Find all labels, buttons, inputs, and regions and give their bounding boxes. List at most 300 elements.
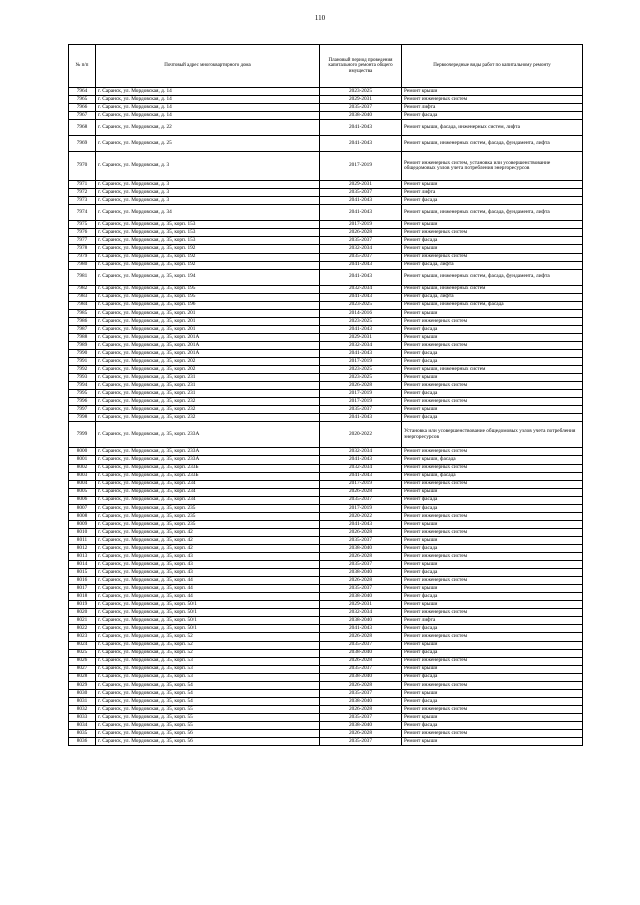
- row-address: г. Саранск, ул. Мордовская, д. 35, корп. 54: [96, 681, 320, 689]
- row-number: 7974: [69, 205, 96, 221]
- row-number: 8028: [69, 673, 96, 681]
- row-address: г. Саранск, ул. Мордовская, д. 35, корп. 233Б: [96, 472, 320, 480]
- table-row: [69, 293, 583, 301]
- row-works: Ремонт фасада: [402, 496, 583, 504]
- row-period: 2038-2040: [320, 112, 402, 120]
- table-row: [69, 414, 583, 422]
- row-works: Ремонт фасада: [402, 625, 583, 633]
- row-works: Ремонт лифта: [402, 104, 583, 112]
- row-number: 7995: [69, 390, 96, 398]
- table-row: [69, 601, 583, 609]
- row-works: Ремонт крыши: [402, 713, 583, 721]
- row-period: 2017-2019: [320, 390, 402, 398]
- row-number: 7986: [69, 317, 96, 325]
- row-address: г. Саранск, ул. Мордовская, д. 35, корп. 52: [96, 633, 320, 641]
- row-works: Ремонт инженерных систем: [402, 398, 583, 406]
- row-works: Ремонт фасада, лифта: [402, 261, 583, 269]
- row-works: Ремонт инженерных систем: [402, 528, 583, 536]
- table-row: [69, 382, 583, 390]
- row-works: Ремонт инженерных систем: [402, 317, 583, 325]
- table-row: [69, 448, 583, 456]
- row-address: г. Саранск, ул. Мордовская, д. 35, корп. 234: [96, 480, 320, 488]
- row-number: 7997: [69, 406, 96, 414]
- row-number: 8036: [69, 738, 96, 746]
- row-works: Ремонт крыши: [402, 406, 583, 414]
- row-number: 7983: [69, 293, 96, 301]
- row-number: 8032: [69, 705, 96, 713]
- row-address: г. Саранск, ул. Мордовская, д. 35, корп. 201А: [96, 349, 320, 357]
- row-number: 8021: [69, 617, 96, 625]
- row-works: Ремонт инженерных систем: [402, 705, 583, 713]
- row-period: 2023-2025: [320, 317, 402, 325]
- table-row: [69, 390, 583, 398]
- row-period: 2035-2037: [320, 253, 402, 261]
- row-works: Ремонт фасада: [402, 593, 583, 601]
- row-number: 7976: [69, 229, 96, 237]
- row-period: 2017-2019: [320, 480, 402, 488]
- row-period: 2038-2040: [320, 544, 402, 552]
- row-period: 2035-2037: [320, 738, 402, 746]
- table-row: [69, 673, 583, 681]
- table-row: [69, 374, 583, 382]
- row-period: 2026-2028: [320, 577, 402, 585]
- row-period: 2026-2028: [320, 633, 402, 641]
- table-row: [69, 221, 583, 229]
- row-period: 2032-2034: [320, 341, 402, 349]
- row-works: Ремонт инженерных систем: [402, 480, 583, 488]
- row-works: Ремонт фасада: [402, 722, 583, 730]
- row-address: г. Саранск, ул. Мордовская, д. 35, корп. 56: [96, 738, 320, 746]
- row-period: 2029-2031: [320, 601, 402, 609]
- row-address: г. Саранск, ул. Мордовская, д. 35, корп. 235: [96, 512, 320, 520]
- row-number: 7970: [69, 152, 96, 181]
- row-period: 2020-2022: [320, 422, 402, 448]
- row-period: 2041-2043: [320, 325, 402, 333]
- row-period: 2041-2043: [320, 197, 402, 205]
- row-address: г. Саранск, ул. Мордовская, д. 3: [96, 189, 320, 197]
- row-number: 8013: [69, 553, 96, 561]
- row-works: Ремонт инженерных систем: [402, 448, 583, 456]
- row-works: Ремонт инженерных систем: [402, 657, 583, 665]
- row-number: 8017: [69, 585, 96, 593]
- row-address: г. Саранск, ул. Мордовская, д. 35, корп. 153: [96, 221, 320, 229]
- row-works: Ремонт инженерных систем: [402, 464, 583, 472]
- row-works: Ремонт фасада: [402, 504, 583, 512]
- row-number: 7985: [69, 309, 96, 317]
- row-period: 2035-2037: [320, 713, 402, 721]
- row-number: 8035: [69, 730, 96, 738]
- row-works: Ремонт крыши: [402, 181, 583, 189]
- row-number: 8030: [69, 689, 96, 697]
- table-row: [69, 464, 583, 472]
- row-address: г. Саранск, ул. Мордовская, д. 14: [96, 112, 320, 120]
- row-number: 7980: [69, 261, 96, 269]
- row-period: 2032-2034: [320, 245, 402, 253]
- row-period: 2032-2034: [320, 285, 402, 293]
- row-works: Ремонт крыши: [402, 309, 583, 317]
- row-works: Ремонт крыши: [402, 641, 583, 649]
- row-address: г. Саранск, ул. Мордовская, д. 35, корп. 56: [96, 730, 320, 738]
- row-address: г. Саранск, ул. Мордовская, д. 35, корп. 192: [96, 253, 320, 261]
- table-row: [69, 681, 583, 689]
- table-row: [69, 422, 583, 448]
- row-address: г. Саранск, ул. Мордовская, д. 35, корп. 231: [96, 390, 320, 398]
- row-works: Ремонт крыши: [402, 520, 583, 528]
- row-period: 2041-2043: [320, 472, 402, 480]
- table-row: [69, 358, 583, 366]
- row-period: 2038-2040: [320, 569, 402, 577]
- row-address: г. Саранск, ул. Мордовская, д. 35, корп. 42: [96, 544, 320, 552]
- table-row: [69, 104, 583, 112]
- row-number: 8014: [69, 561, 96, 569]
- row-number: 7979: [69, 253, 96, 261]
- row-period: 2041-2043: [320, 120, 402, 136]
- table-row: [69, 189, 583, 197]
- row-period: 2026-2028: [320, 657, 402, 665]
- row-address: г. Саранск, ул. Мордовская, д. 35, корп. 44: [96, 577, 320, 585]
- table-row: [69, 88, 583, 96]
- row-address: г. Саранск, ул. Мордовская, д. 14: [96, 96, 320, 104]
- row-number: 7972: [69, 189, 96, 197]
- row-period: 2035-2037: [320, 406, 402, 414]
- row-works: Ремонт крыши: [402, 738, 583, 746]
- row-address: г. Саранск, ул. Мордовская, д. 35, корп. 202: [96, 358, 320, 366]
- table-row: [69, 488, 583, 496]
- row-period: 2026-2028: [320, 229, 402, 237]
- row-address: г. Саранск, ул. Мордовская, д. 35, корп. 232: [96, 406, 320, 414]
- table-row: [69, 237, 583, 245]
- row-works: Ремонт фасада: [402, 414, 583, 422]
- row-number: 8007: [69, 504, 96, 512]
- row-address: г. Саранск, ул. Мордовская, д. 35, корп. 195: [96, 293, 320, 301]
- row-address: г. Саранск, ул. Мордовская, д. 35, корп. 42: [96, 536, 320, 544]
- row-number: 7971: [69, 181, 96, 189]
- row-number: 8000: [69, 448, 96, 456]
- row-address: г. Саранск, ул. Мордовская, д. 35, корп. 43: [96, 561, 320, 569]
- row-period: 2041-2043: [320, 261, 402, 269]
- table-row: [69, 536, 583, 544]
- row-number: 8011: [69, 536, 96, 544]
- table-row: [69, 512, 583, 520]
- row-works: Ремонт крыши: [402, 88, 583, 96]
- row-number: 7977: [69, 237, 96, 245]
- row-number: 8005: [69, 488, 96, 496]
- row-works: Ремонт крыши, инженерных систем, фасада: [402, 301, 583, 309]
- row-works: Установка или усовершенствование общедомовых узлов учета потребления энергоресурсов: [402, 422, 583, 448]
- table-row: [69, 561, 583, 569]
- row-works: Ремонт инженерных систем: [402, 512, 583, 520]
- row-works: Ремонт крыши: [402, 601, 583, 609]
- row-period: 2014-2016: [320, 309, 402, 317]
- header-works: Первоочередные виды работ по капитальному ремонту: [402, 45, 583, 88]
- table-row: [69, 349, 583, 357]
- row-number: 7984: [69, 301, 96, 309]
- row-number: 8025: [69, 649, 96, 657]
- table-row: [69, 705, 583, 713]
- row-number: 7967: [69, 112, 96, 120]
- row-works: Ремонт крыши: [402, 536, 583, 544]
- row-works: Ремонт крыши: [402, 585, 583, 593]
- row-number: 8024: [69, 641, 96, 649]
- row-address: г. Саранск, ул. Мордовская, д. 3: [96, 152, 320, 181]
- row-address: г. Саранск, ул. Мордовская, д. 3: [96, 197, 320, 205]
- row-period: 2035-2037: [320, 641, 402, 649]
- table-header-row: [69, 45, 583, 88]
- row-address: г. Саранск, ул. Мордовская, д. 35, корп. 233А: [96, 448, 320, 456]
- table-row: [69, 480, 583, 488]
- table-row: [69, 617, 583, 625]
- row-address: г. Саранск, ул. Мордовская, д. 35, корп. 233Б: [96, 464, 320, 472]
- row-works: Ремонт фасада: [402, 544, 583, 552]
- row-period: 2035-2037: [320, 104, 402, 112]
- row-period: 2041-2043: [320, 349, 402, 357]
- table-row: [69, 689, 583, 697]
- row-period: 2041-2043: [320, 205, 402, 221]
- row-address: г. Саранск, ул. Мордовская, д. 35, корп. 53: [96, 673, 320, 681]
- table-row: [69, 245, 583, 253]
- row-period: 2035-2037: [320, 189, 402, 197]
- row-period: 2038-2040: [320, 617, 402, 625]
- row-period: 2026-2028: [320, 382, 402, 390]
- table-row: [69, 713, 583, 721]
- row-works: Ремонт фасада: [402, 358, 583, 366]
- row-period: 2038-2040: [320, 649, 402, 657]
- row-works: Ремонт крыши, инженерных систем, фасада, фундамента, лифта: [402, 136, 583, 152]
- row-number: 8001: [69, 456, 96, 464]
- row-works: Ремонт крыши: [402, 561, 583, 569]
- row-period: 2032-2034: [320, 609, 402, 617]
- row-address: г. Саранск, ул. Мордовская, д. 35, корп. 44: [96, 585, 320, 593]
- row-number: 8010: [69, 528, 96, 536]
- table-row: [69, 136, 583, 152]
- row-period: 2017-2019: [320, 152, 402, 181]
- row-address: г. Саранск, ул. Мордовская, д. 14: [96, 104, 320, 112]
- row-number: 7988: [69, 333, 96, 341]
- row-number: 7965: [69, 96, 96, 104]
- table-row: [69, 472, 583, 480]
- row-address: г. Саранск, ул. Мордовская, д. 35, корп. 231: [96, 374, 320, 382]
- row-period: 2038-2040: [320, 593, 402, 601]
- row-works: Ремонт инженерных систем: [402, 730, 583, 738]
- row-address: г. Саранск, ул. Мордовская, д. 35, корп. 55: [96, 713, 320, 721]
- row-period: 2023-2025: [320, 88, 402, 96]
- row-address: г. Саранск, ул. Мордовская, д. 35, корп. 54: [96, 689, 320, 697]
- row-address: г. Саранск, ул. Мордовская, д. 35, корп. 153: [96, 229, 320, 237]
- row-number: 7991: [69, 358, 96, 366]
- table-row: [69, 152, 583, 181]
- row-address: г. Саранск, ул. Мордовская, д. 35, корп. 201: [96, 317, 320, 325]
- table-row: [69, 456, 583, 464]
- row-number: 7987: [69, 325, 96, 333]
- row-address: г. Саранск, ул. Мордовская, д. 35, корп. 195: [96, 285, 320, 293]
- row-works: Ремонт крыши: [402, 245, 583, 253]
- table-row: [69, 738, 583, 746]
- row-address: г. Саранск, ул. Мордовская, д. 35, корп. 201: [96, 309, 320, 317]
- row-address: г. Саранск, ул. Мордовская, д. 35, корп. 43: [96, 569, 320, 577]
- row-number: 7968: [69, 120, 96, 136]
- row-works: Ремонт крыши, фасада: [402, 456, 583, 464]
- row-period: 2026-2028: [320, 553, 402, 561]
- row-period: 2023-2025: [320, 366, 402, 374]
- row-address: г. Саранск, ул. Мордовская, д. 35, корп. 55: [96, 705, 320, 713]
- row-address: г. Саранск, ул. Мордовская, д. 35, корп. 196: [96, 301, 320, 309]
- row-works: Ремонт крыши: [402, 689, 583, 697]
- row-number: 8034: [69, 722, 96, 730]
- row-works: Ремонт крыши, инженерных систем: [402, 366, 583, 374]
- row-period: 2038-2040: [320, 722, 402, 730]
- row-address: г. Саранск, ул. Мордовская, д. 35, корп. 54: [96, 697, 320, 705]
- row-works: Ремонт фасада: [402, 569, 583, 577]
- row-number: 8012: [69, 544, 96, 552]
- row-address: г. Саранск, ул. Мордовская, д. 35, корп. 42: [96, 528, 320, 536]
- table-row: [69, 325, 583, 333]
- row-works: Ремонт фасада: [402, 673, 583, 681]
- row-number: 8018: [69, 593, 96, 601]
- row-works: Ремонт крыши, фасада, инженерных систем, лифта: [402, 120, 583, 136]
- row-number: 8029: [69, 681, 96, 689]
- row-period: 2026-2028: [320, 730, 402, 738]
- table-row: [69, 569, 583, 577]
- table-row: [69, 309, 583, 317]
- row-works: Ремонт крыши: [402, 665, 583, 673]
- row-number: 7964: [69, 88, 96, 96]
- table-row: [69, 253, 583, 261]
- row-address: г. Саранск, ул. Мордовская, д. 35, корп. 201А: [96, 333, 320, 341]
- table-row: [69, 197, 583, 205]
- table-row: [69, 722, 583, 730]
- table-row: [69, 181, 583, 189]
- table-row: [69, 285, 583, 293]
- row-works: Ремонт крыши: [402, 221, 583, 229]
- table-row: [69, 657, 583, 665]
- row-address: г. Саранск, ул. Мордовская, д. 35, корп. 153: [96, 237, 320, 245]
- row-period: 2026-2028: [320, 488, 402, 496]
- row-address: г. Саранск, ул. Мордовская, д. 35, корп. 52: [96, 641, 320, 649]
- row-number: 7982: [69, 285, 96, 293]
- row-address: г. Саранск, ул. Мордовская, д. 35, корп. 231: [96, 382, 320, 390]
- table-row: [69, 585, 583, 593]
- table-row: [69, 398, 583, 406]
- table-row: [69, 333, 583, 341]
- table-row: [69, 528, 583, 536]
- table-row: [69, 641, 583, 649]
- header-period: Плановый период проведения капитального ремонта общего имущества: [320, 45, 402, 88]
- row-period: 2017-2019: [320, 398, 402, 406]
- row-address: г. Саранск, ул. Мордовская, д. 35, корп. 233А: [96, 456, 320, 464]
- row-period: 2017-2019: [320, 358, 402, 366]
- row-period: 2041-2043: [320, 625, 402, 633]
- table-row: [69, 730, 583, 738]
- row-period: 2029-2031: [320, 333, 402, 341]
- row-works: Ремонт крыши, инженерных систем, фасада, фундамента, лифта: [402, 205, 583, 221]
- row-address: г. Саранск, ул. Мордовская, д. 35, корп. 234: [96, 496, 320, 504]
- table-row: [69, 697, 583, 705]
- row-period: 2041-2043: [320, 269, 402, 285]
- repair-schedule-table: [68, 44, 583, 746]
- row-period: 2041-2043: [320, 136, 402, 152]
- page-number: 110: [314, 14, 326, 22]
- row-number: 8008: [69, 512, 96, 520]
- row-period: 2041-2043: [320, 520, 402, 528]
- row-address: г. Саранск, ул. Мордовская, д. 35, корп. 192: [96, 261, 320, 269]
- row-number: 8002: [69, 464, 96, 472]
- row-period: 2023-2025: [320, 374, 402, 382]
- table-row: [69, 577, 583, 585]
- row-works: Ремонт инженерных систем, установка или усовершенствование общедомовых узлов учета потребления энергоресурсов: [402, 152, 583, 181]
- table-row: [69, 504, 583, 512]
- row-works: Ремонт крыши: [402, 333, 583, 341]
- row-number: 8031: [69, 697, 96, 705]
- row-period: 2041-2043: [320, 414, 402, 422]
- row-period: 2035-2037: [320, 496, 402, 504]
- row-address: г. Саранск, ул. Мордовская, д. 35, корп. 234: [96, 488, 320, 496]
- row-address: г. Саранск, ул. Мордовская, д. 35, корп. 53: [96, 665, 320, 673]
- row-number: 7996: [69, 398, 96, 406]
- row-period: 2032-2034: [320, 464, 402, 472]
- table-row: [69, 112, 583, 120]
- row-address: г. Саранск, ул. Мордовская, д. 35, корп. 50/1: [96, 625, 320, 633]
- row-period: 2038-2040: [320, 697, 402, 705]
- row-works: Ремонт инженерных систем: [402, 577, 583, 585]
- row-works: Ремонт инженерных систем: [402, 633, 583, 641]
- row-address: г. Саранск, ул. Мордовская, д. 35, корп. 50/1: [96, 617, 320, 625]
- row-address: г. Саранск, ул. Мордовская, д. 35, корп. 192: [96, 245, 320, 253]
- table-row: [69, 269, 583, 285]
- row-number: 8004: [69, 480, 96, 488]
- table-row: [69, 625, 583, 633]
- row-works: Ремонт лифта: [402, 189, 583, 197]
- row-period: 2020-2022: [320, 512, 402, 520]
- header-address: Почтовый адрес многоквартирного дома: [96, 45, 320, 88]
- table-row: [69, 229, 583, 237]
- row-address: г. Саранск, ул. Мордовская, д. 35, корп. 202: [96, 366, 320, 374]
- row-number: 8027: [69, 665, 96, 673]
- table-row: [69, 366, 583, 374]
- row-works: Ремонт крыши, фасада: [402, 472, 583, 480]
- row-period: 2026-2028: [320, 681, 402, 689]
- row-period: 2026-2028: [320, 528, 402, 536]
- row-period: 2041-2043: [320, 293, 402, 301]
- row-works: Ремонт фасада: [402, 197, 583, 205]
- row-period: 2035-2037: [320, 585, 402, 593]
- row-period: 2038-2040: [320, 673, 402, 681]
- row-number: 7993: [69, 374, 96, 382]
- row-number: 8009: [69, 520, 96, 528]
- row-number: 7999: [69, 422, 96, 448]
- row-works: Ремонт фасада: [402, 237, 583, 245]
- row-address: г. Саранск, ул. Мордовская, д. 35, корп. 53: [96, 657, 320, 665]
- row-number: 7975: [69, 221, 96, 229]
- header-num: № п/п: [69, 45, 96, 88]
- row-number: 8015: [69, 569, 96, 577]
- row-period: 2026-2028: [320, 705, 402, 713]
- table-body: [69, 88, 583, 746]
- row-address: г. Саранск, ул. Мордовская, д. 35, корп. 235: [96, 504, 320, 512]
- row-works: Ремонт лифта: [402, 617, 583, 625]
- table-row: [69, 205, 583, 221]
- row-number: 7981: [69, 269, 96, 285]
- row-address: г. Саранск, ул. Мордовская, д. 35, корп. 235: [96, 520, 320, 528]
- table-row: [69, 96, 583, 104]
- table-row: [69, 593, 583, 601]
- row-address: г. Саранск, ул. Мордовская, д. 35, корп. 232: [96, 414, 320, 422]
- row-period: 2035-2037: [320, 689, 402, 697]
- row-works: Ремонт инженерных систем: [402, 553, 583, 561]
- row-period: 2032-2034: [320, 448, 402, 456]
- row-address: г. Саранск, ул. Мордовская, д. 35, корп. 43: [96, 553, 320, 561]
- row-number: 7998: [69, 414, 96, 422]
- table-row: [69, 553, 583, 561]
